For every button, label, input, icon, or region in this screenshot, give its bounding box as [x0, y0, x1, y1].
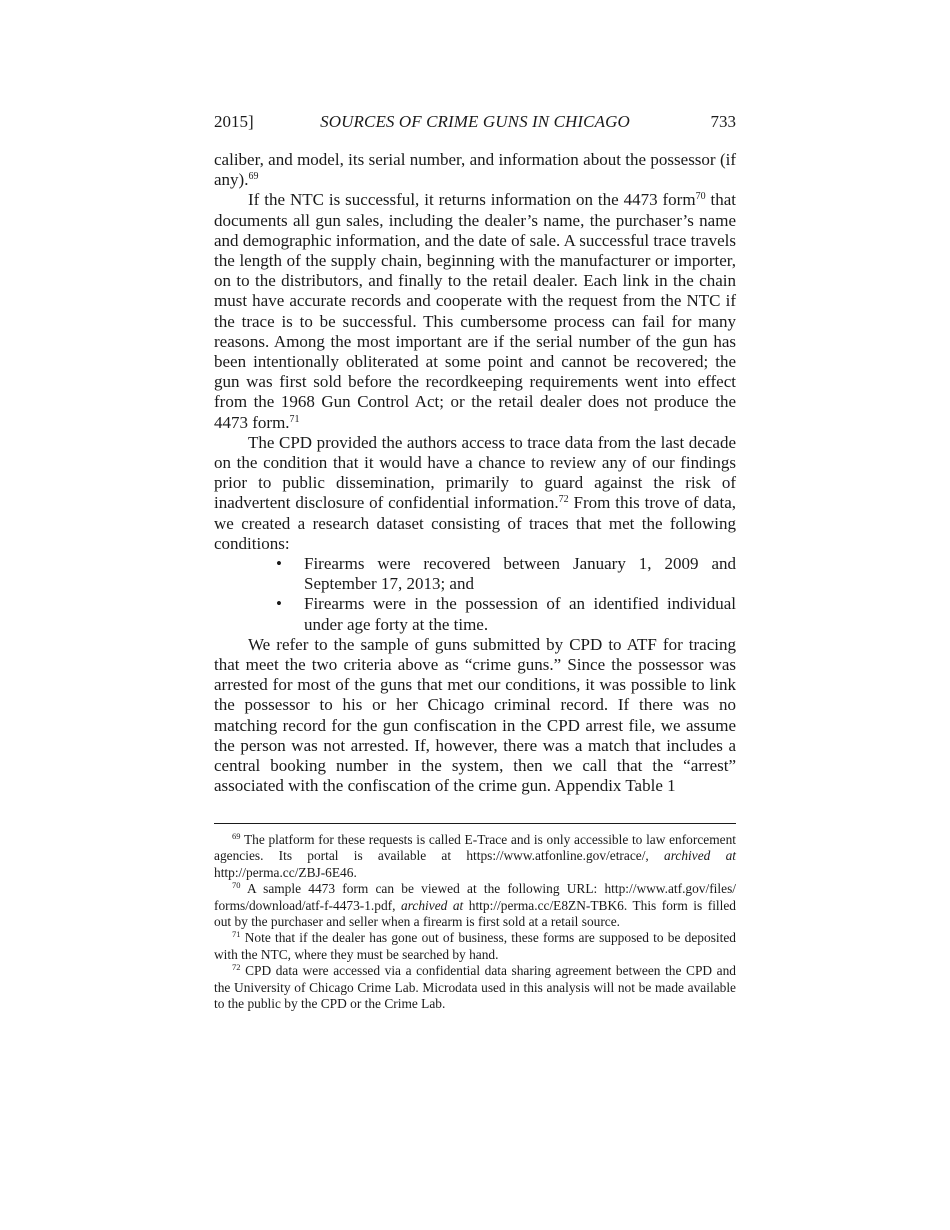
footnote-72: $^{72}$ CPD data were accessed via a confidential data sharing agreement between the CPD and the University of Chicago Crime Lab. Microdata used in this analysis will not be made available to the public by the CPD or the Crime Lab.: [214, 962, 736, 1012]
header-title: SOURCES OF CRIME GUNS IN CHICAGO: [320, 112, 630, 131]
list-item: • Firearms were in the possession of an identified individual under age forty at the time.: [276, 594, 736, 634]
list-item: • Firearms were recovered between January 1, 2009 and September 17, 2013; and: [276, 554, 736, 594]
footnote-ref-70[interactable]: 70: [695, 191, 706, 203]
footnote-ref-69[interactable]: 69: [248, 171, 259, 183]
bullet-icon: •: [276, 554, 282, 574]
conditions-list: [214, 554, 736, 635]
footnote-71: $^{71}$ Note that if the dealer has gone out of business, these forms are supposed to be deposited with the NTC, where they must be searched by hand.: [214, 929, 736, 962]
footnotes: [214, 832, 736, 1012]
running-header: [214, 112, 736, 134]
paragraph-1: caliber, and model, its serial number, and information about the possessor (if any).$^{69}$: [214, 150, 736, 190]
header-year: 2015]: [214, 112, 254, 131]
page-number: 733: [710, 112, 736, 131]
footnote-divider: [214, 823, 736, 824]
paragraph-2: If the NTC is successful, it returns information on the 4473 form$^{70}$ that documents all gun sales, including the dealer’s name, the purchaser’s name and demographic information, and the date of sale. A successful trace travels the length of the supply chain, beginning with the manufacturer or importer, on to the distributors, and finally to the retail dealer. Each link in the chain must have accurate records and cooperate with the request from the NTC if the trace is to be successful. This cumbersome process can fail for many reasons. Among the most important are if the serial number of the gun has been intentionally obliterated at some point and cannot be recovered; the gun was first sold before the recordkeeping requirements went into effect from the 1968 Gun Control Act; or the retail dealer does not produce the 4473 form.$^{71}$: [214, 190, 736, 432]
footnote-70: $^{70}$ A sample 4473 form can be viewed at the following URL: http://www.atf.gov/files/ forms/download/atf-f-4473-1.pdf, archived at http://perma.cc/E8ZN-TBK6. This form is filled out by the purchaser and seller when a firearm is first sold at a retail source.: [214, 880, 736, 930]
bullet-icon: •: [276, 594, 282, 614]
body-text: [214, 150, 736, 797]
footnote-number: 69: [232, 831, 241, 841]
footnote-ref-72[interactable]: 72: [558, 494, 569, 506]
footnote-number: 70: [232, 880, 241, 891]
footnote-69: $^{69}$ The platform for these requests is called E-Trace and is only accessible to law enforcement agencies. Its portal is available at https://www.atfonline.gov/etrace/, archived at http://perma.cc/ZBJ-6E46.: [214, 831, 736, 880]
paragraph-4: We refer to the sample of guns submitted by CPD to ATF for tracing that meet the two criteria above as “crime guns.” Since the possessor was arrested for most of the guns that met our conditions, it was possible to link the possessor to his or her Chicago criminal record. If there was no matching record for the gun confiscation in the CPD arrest file, we assume the person was not arrested. If, however, there was a match that includes a central booking number in the system, then we call that the “arrest” associated with the confiscation of the crime gun. Appendix Table 1: [214, 634, 736, 796]
footnote-number: 71: [232, 929, 241, 940]
footnote-ref-71[interactable]: 71: [289, 413, 300, 425]
footnote-number: 72: [232, 962, 241, 973]
paragraph-3: The CPD provided the authors access to trace data from the last decade on the condition that it would have a chance to review any of our findings prior to public dissemination, primarily to guard against the risk of inadvertent disclosure of confidential information.$^{72}$ From this trove of data, we created a research dataset consisting of traces that met the following conditions:: [214, 432, 736, 553]
